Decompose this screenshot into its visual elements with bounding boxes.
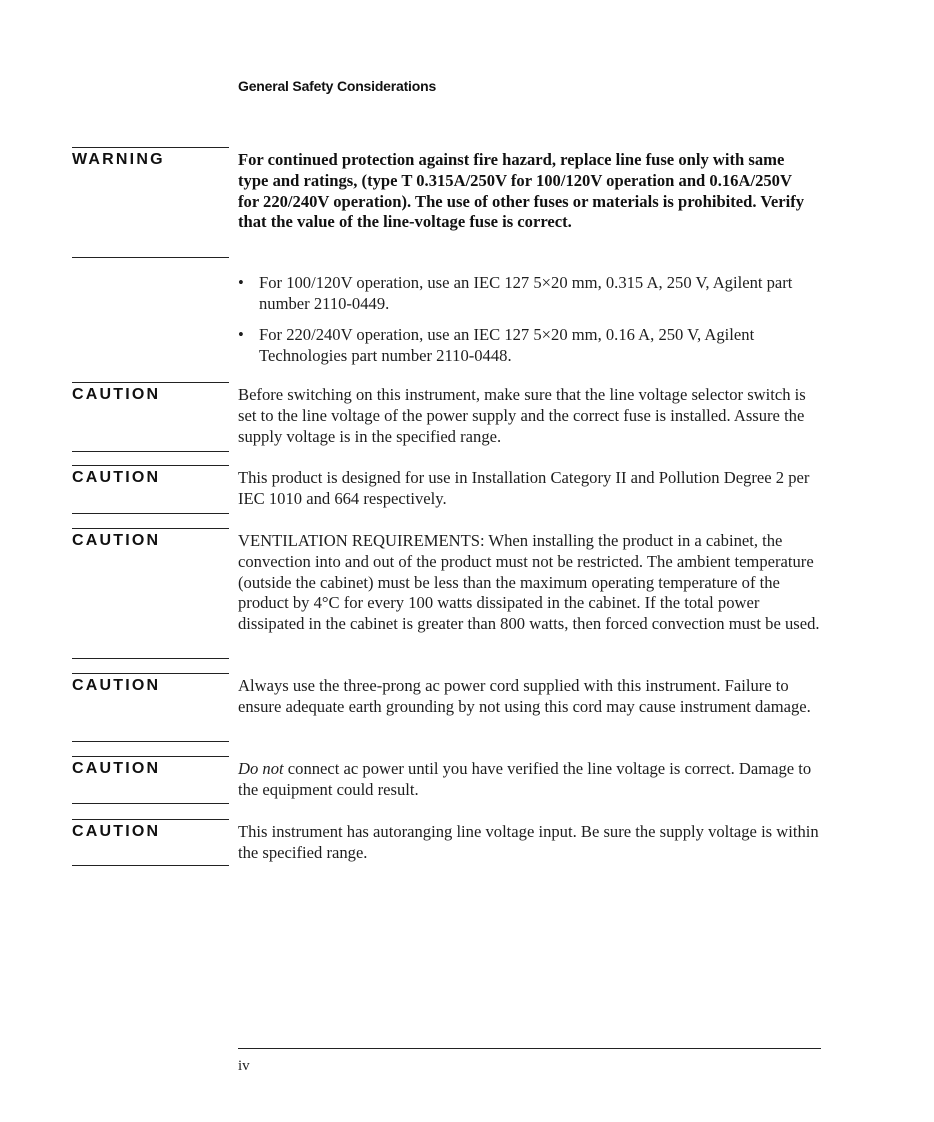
caution-bottom-rule — [72, 803, 229, 804]
caution-top-rule — [72, 673, 229, 674]
caution-label: CAUTION — [72, 386, 161, 403]
caution-label: CAUTION — [72, 677, 161, 694]
caution-bottom-rule — [72, 658, 229, 659]
caution-top-rule — [72, 819, 229, 820]
caution-text-rest: connect ac power until you have verified the line voltage is correct. Damage to the equipment could result. — [238, 759, 812, 799]
warning-label: WARNING — [72, 151, 165, 168]
caution-bottom-rule — [72, 451, 229, 452]
warning-top-rule — [72, 147, 229, 148]
caution-text: This product is designed for use in Installation Category II and Pollution Degree 2 per IEC 1010 and 664 respectively. — [238, 468, 810, 508]
caution-text: This instrument has autoranging line voltage input. Be sure the supply voltage is within the specified range. — [238, 822, 819, 862]
warning-text: For continued protection against fire hazard, replace line fuse only with same type and ratings, (type T 0.315A/250V for 100/120V operation and 0.16A/250V for 220/240V operation). The use of other fuses or materials is prohibited. Verify that the value of the line-voltage fuse is correct. — [238, 150, 805, 232]
caution-top-rule — [72, 382, 229, 383]
warning-bottom-rule — [72, 257, 229, 258]
caution-bottom-rule — [72, 513, 229, 514]
bullet-icon: • — [238, 273, 244, 292]
caution-text: VENTILATION REQUIREMENTS: When installing the product in a cabinet, the convection into and out of the product must not be restricted. The ambient temperature (outside the cabinet) must be less than the maximum operating temperature of the product by 4°C for every 100 watts dissipated in the cabinet. If the total power dissipated in the cabinet is greater than 800 watts, then forced convection must be used. — [238, 531, 820, 634]
bullet-text: For 100/120V operation, use an IEC 127 5×20 mm, 0.315 A, 250 V, Agilent part number 2110-0449. — [259, 273, 793, 313]
caution-bottom-rule — [72, 865, 229, 866]
caution-label: CAUTION — [72, 760, 161, 777]
caution-text: Before switching on this instrument, make sure that the line voltage selector switch is set to the line voltage of the power supply and the correct fuse is installed. Assure the supply voltage is in the specified range. — [238, 385, 806, 446]
caution-text — [238, 759, 823, 801]
footer-rule — [238, 1048, 821, 1049]
caution-emphasis: Do not — [238, 759, 284, 778]
page-number: iv — [238, 1058, 250, 1074]
caution-top-rule — [72, 756, 229, 757]
caution-text: Always use the three-prong ac power cord supplied with this instrument. Failure to ensure adequate earth grounding by not using this cord may cause instrument damage. — [238, 676, 811, 716]
caution-label: CAUTION — [72, 532, 161, 549]
caution-label: CAUTION — [72, 469, 161, 486]
page-header-title: General Safety Considerations — [238, 78, 437, 94]
bullet-icon: • — [238, 325, 244, 344]
caution-label: CAUTION — [72, 823, 161, 840]
bullet-text: For 220/240V operation, use an IEC 127 5×20 mm, 0.16 A, 250 V, Agilent Technologies part number 2110-0448. — [259, 325, 755, 365]
caution-top-rule — [72, 528, 229, 529]
caution-top-rule — [72, 465, 229, 466]
caution-bottom-rule — [72, 741, 229, 742]
